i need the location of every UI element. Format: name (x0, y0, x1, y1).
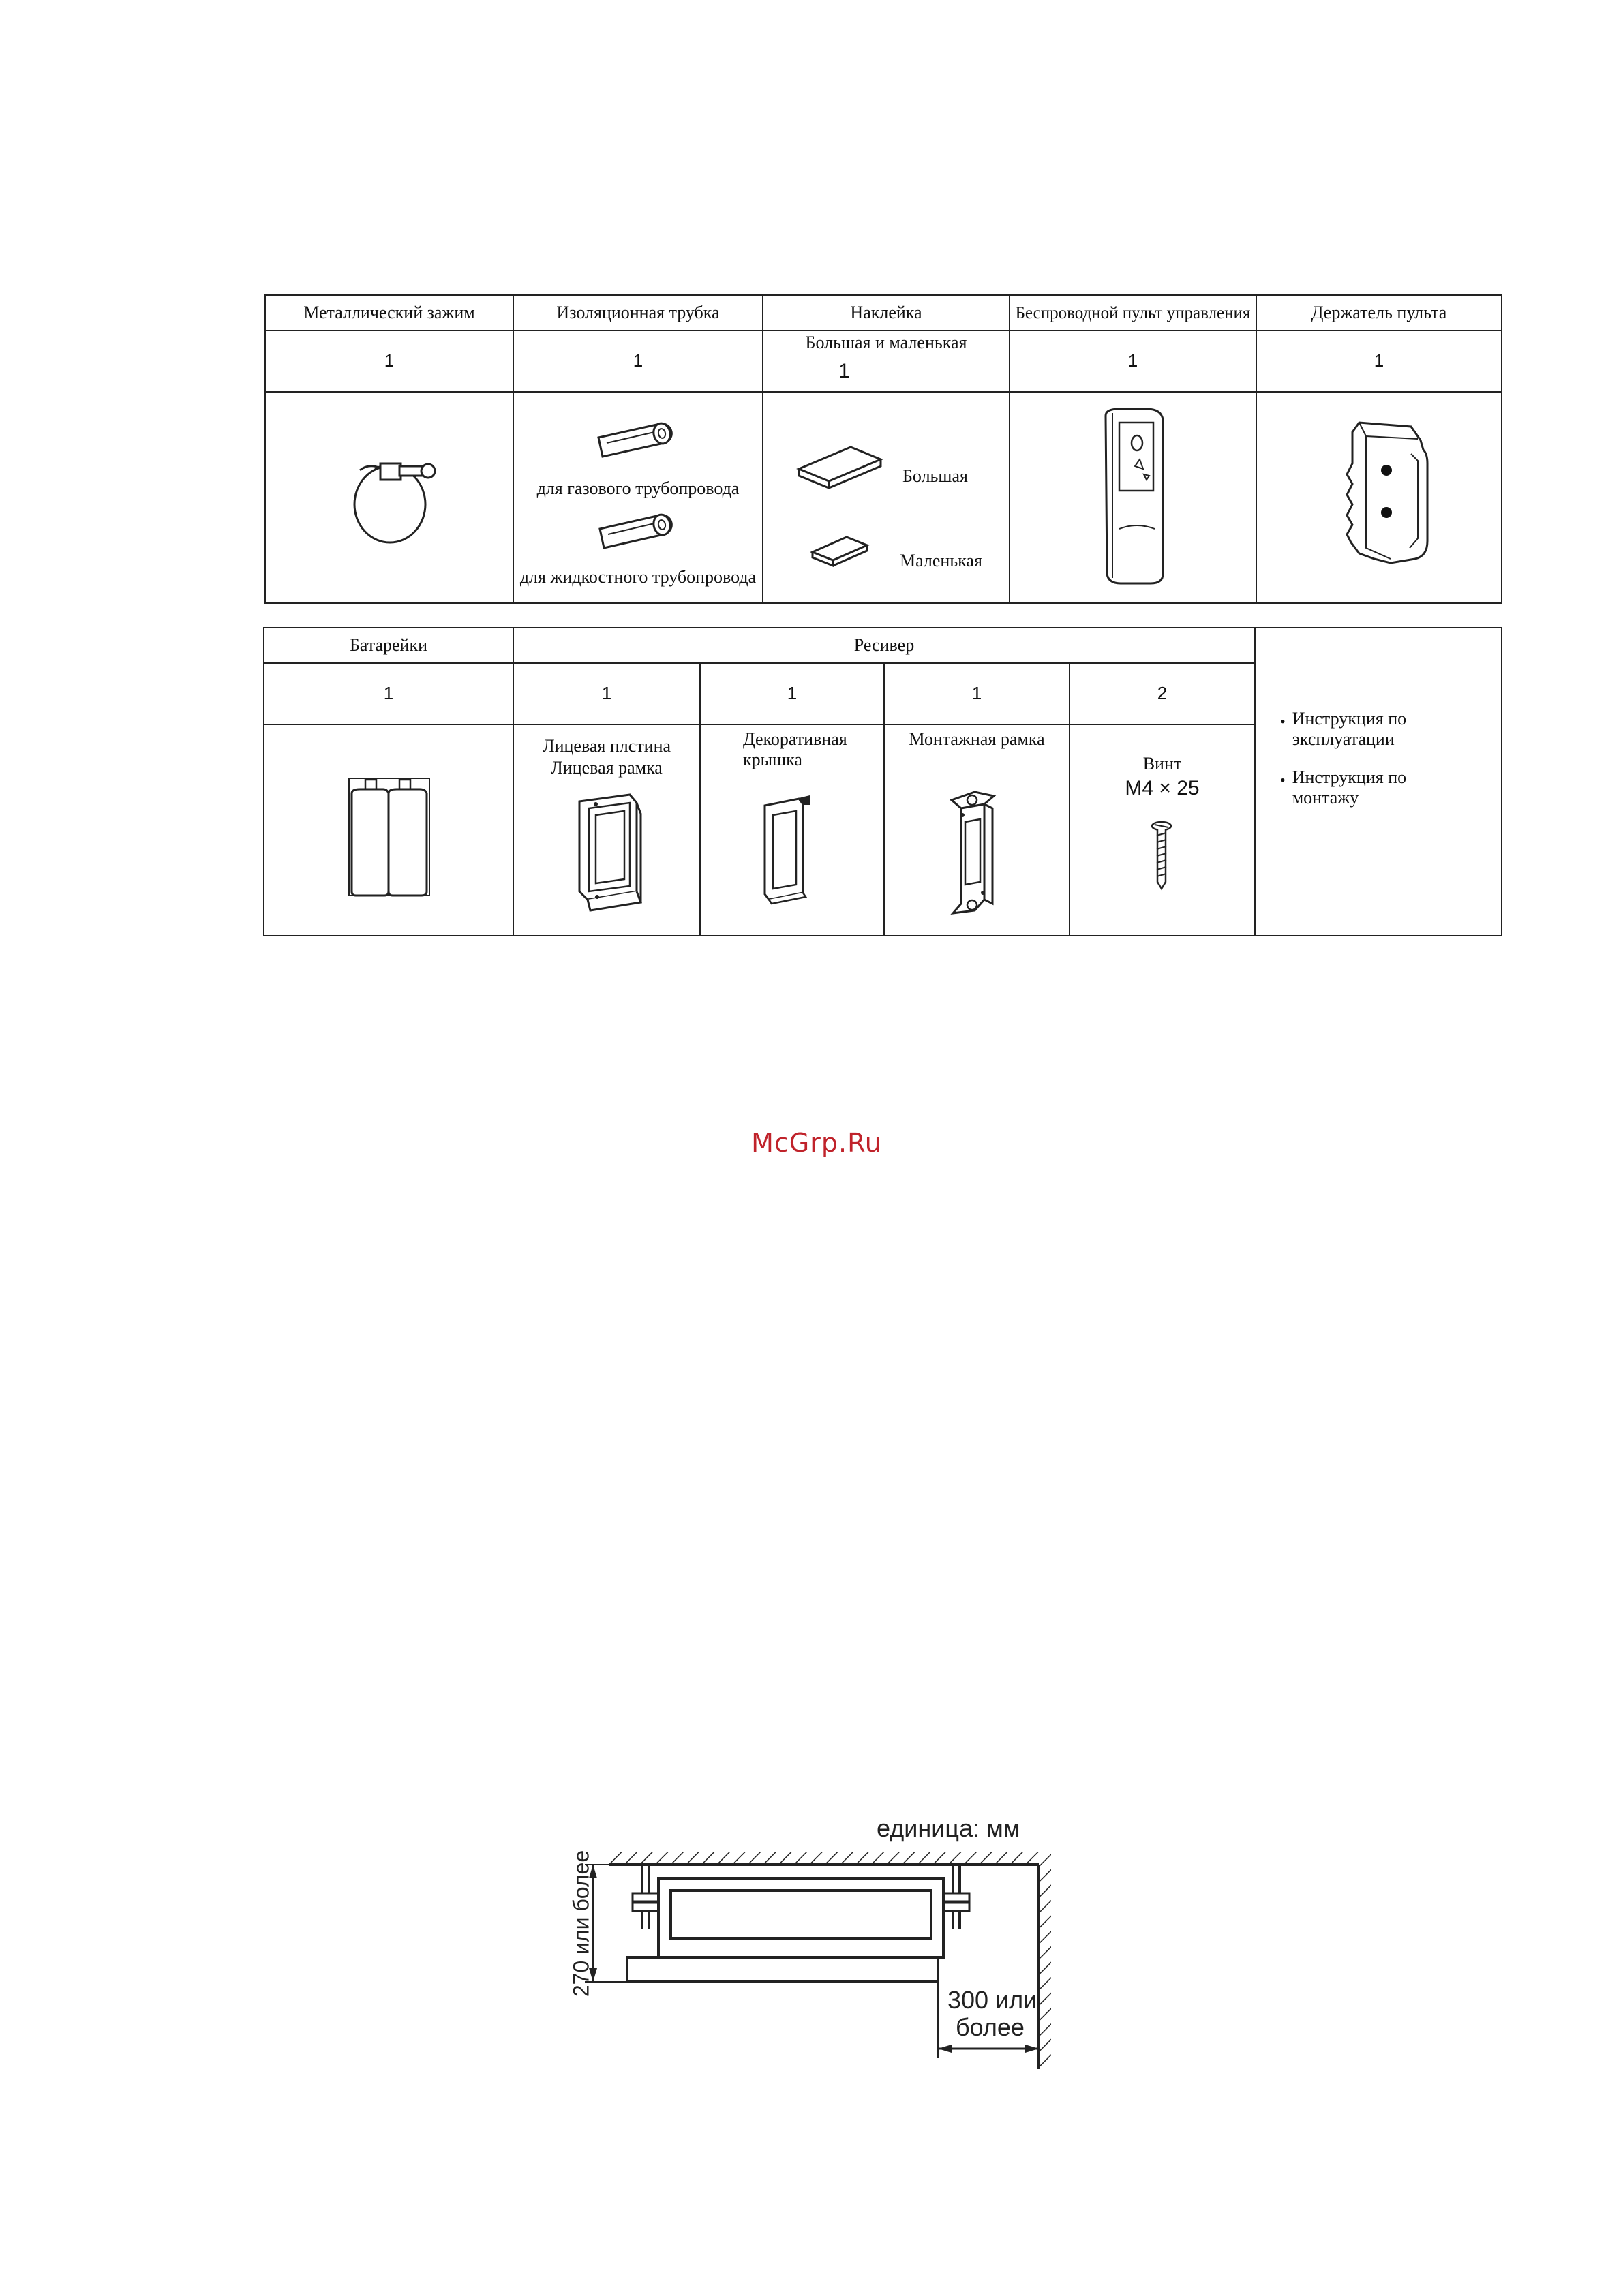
header-metal-clamp: Металлический зажим (265, 295, 513, 331)
doc-installation-manual: Инструкция по монтажу (1292, 767, 1407, 808)
cell-screw-image (1070, 724, 1255, 936)
indoor-unit-diagram (552, 1813, 1070, 2085)
horizontal-dimension-label-2: более (956, 2013, 1025, 2041)
doc-item-1 (1280, 709, 1429, 750)
doc-item-2 (1280, 767, 1429, 808)
header-batteries: Батарейки (264, 628, 513, 663)
cell-documents (1255, 628, 1502, 936)
cell-wireless-remote-image (1010, 392, 1256, 603)
qty-remote-holder: 1 (1256, 331, 1502, 392)
header-remote-holder: Держатель пульта (1256, 295, 1502, 331)
sticker-note: Большая и маленькая (805, 333, 967, 352)
qty-metal-clamp: 1 (265, 331, 513, 392)
qty-sticker: 1 (838, 360, 850, 382)
qty-screw: 2 (1070, 663, 1255, 724)
header-receiver: Ресивер (513, 628, 1255, 663)
cell-insulation-tube-image (513, 392, 763, 603)
decorative-cover-icon (701, 725, 885, 930)
horizontal-dimension-label-1: 300 или (947, 1986, 1037, 2014)
doc-operation-manual: Инструкция по эксплуатации (1292, 709, 1407, 749)
accessories-table-2 (263, 627, 1502, 936)
cell-remote-holder-image (1256, 392, 1502, 603)
clearance-diagram (552, 1813, 1070, 2085)
cell-batteries-image (264, 724, 513, 936)
header-wireless-remote: Беспроводной пульт управления (1010, 295, 1256, 331)
caption-mounting-frame: Монтажная рамка (909, 729, 1045, 749)
caption-liquid-pipe: для жидкостного трубопровода (519, 567, 757, 587)
header-insulation-tube: Изоляционная трубка (513, 295, 763, 331)
cell-face-plate-image (513, 724, 700, 936)
watermark: McGrp.Ru (751, 1128, 882, 1158)
caption-large: Большая (902, 466, 968, 486)
vertical-dimension-label: 270 или более (568, 1850, 594, 1997)
qty-face-plate: 1 (513, 663, 700, 724)
cell-mounting-frame-image (884, 724, 1070, 936)
cell-metal-clamp-image (265, 392, 513, 603)
accessories-table-1 (264, 294, 1502, 604)
remote-holder-icon (1257, 395, 1502, 600)
caption-small: Маленькая (900, 551, 982, 570)
caption-screw: Винт (1142, 754, 1182, 774)
unit-label: единица: мм (877, 1814, 1020, 1842)
caption-screw-size: M4 × 25 (1125, 777, 1200, 799)
screw-icon (1070, 725, 1256, 930)
cell-sticker-image (763, 392, 1010, 603)
bullet-icon: • (1280, 771, 1286, 789)
metal-clamp-icon (266, 395, 514, 600)
bullet-icon: • (1280, 713, 1286, 730)
remote-control-icon (1010, 395, 1257, 600)
header-sticker: Наклейка (763, 295, 1010, 331)
mounting-frame-icon (885, 725, 1070, 930)
batteries-icon (264, 728, 514, 932)
caption-decorative-cover: Декоративная крышка (743, 729, 847, 769)
qty-insulation-tube: 1 (513, 331, 763, 392)
qty-wireless-remote: 1 (1010, 331, 1256, 392)
caption-face-plate: Лицевая плстина (542, 736, 671, 756)
qty-batteries: 1 (264, 663, 513, 724)
cell-decorative-cover-image (700, 724, 884, 936)
caption-face-frame: Лицевая рамка (551, 758, 663, 778)
face-plate-icon (514, 725, 701, 930)
qty-sticker-cell (763, 331, 1010, 392)
qty-mounting-frame: 1 (884, 663, 1070, 724)
qty-decorative-cover: 1 (700, 663, 884, 724)
caption-gas-pipe: для газового трубопровода (536, 478, 740, 498)
